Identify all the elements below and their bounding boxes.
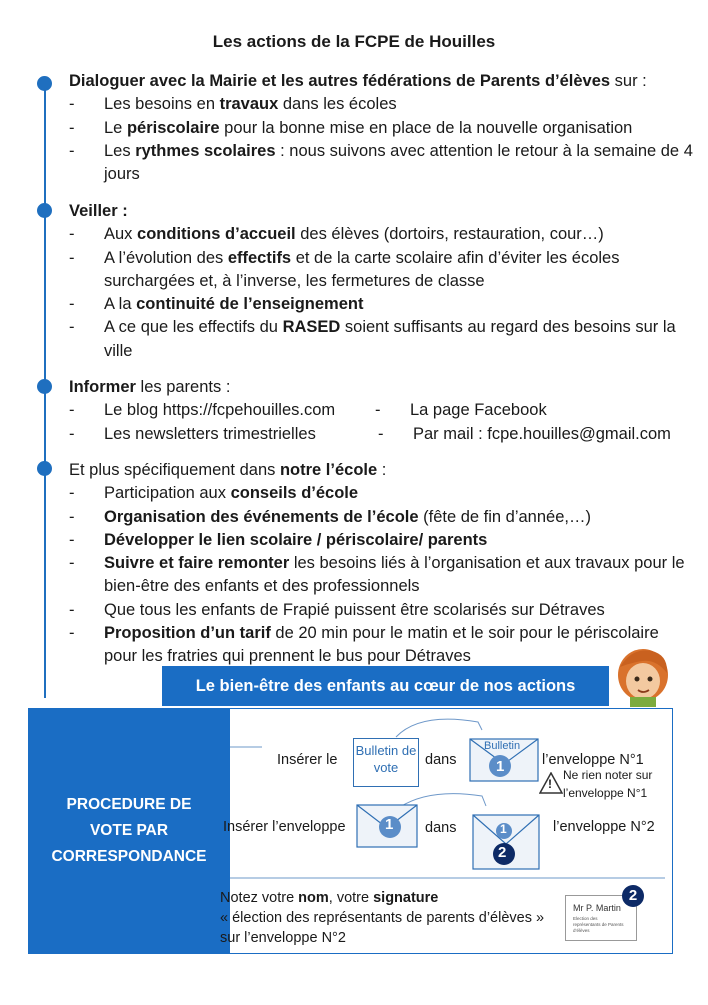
list-item: - Organisation des événements de l’école (fête de fin d’année,…) (69, 506, 694, 529)
warning-mark: ! (548, 777, 552, 791)
section-heading: Dialoguer avec la Mairie et les autres fédérations de Parents d’élèves sur : (69, 72, 647, 90)
list-item-blog: - Le blog https://fcpehouilles.com (69, 399, 694, 422)
section-heading: Et plus spécifiquement dans notre l’école : (69, 461, 387, 479)
ballot-card: Bulletin de vote (353, 738, 419, 787)
list-item: - A la continuité de l’enseignement (69, 293, 694, 316)
envelope2-label: l’enveloppe N°2 (553, 819, 655, 835)
list-item: - Le périscolaire pour la bonne mise en place de la nouvelle organisation (69, 117, 694, 140)
envelope-ballot-label: Bulletin (484, 740, 521, 752)
list-item: - Participation aux conseils d’école (69, 482, 694, 505)
page-title: Les actions de la FCPE de Houilles (212, 32, 496, 51)
envelope-number-2-badge: 2 (622, 885, 644, 907)
sample-text: Election des représentants de Parents d’élèves (573, 916, 624, 933)
envelope-number-2: 2 (498, 844, 507, 861)
list-item-newsletters: - Les newsletters trimestrielles (69, 423, 694, 446)
step1-dans: dans (425, 752, 457, 768)
envelope-number-1: 1 (496, 758, 505, 775)
list-item: - Suivre et faire remonter les besoins liés à l’organisation et aux travaux pour le bien-être des enfants et des professionnels (69, 552, 694, 599)
envelope1-label: l’enveloppe N°1 (542, 752, 644, 768)
list-item: - Les besoins en travaux dans les écoles (69, 93, 694, 116)
step2-dans: dans (425, 820, 457, 836)
section-heading: Informer les parents : (69, 378, 231, 396)
section-heading: Veiller : (69, 202, 128, 220)
envelope-number-1: 1 (500, 822, 507, 836)
procedure-title-panel: PROCEDURE DE VOTE PAR CORRESPONDANCE (28, 708, 230, 954)
list-item: - A l’évolution des effectifs et de la carte scolaire afin d’éviter les écoles surchargées et, à l’inverse, les fermetures de classe (69, 247, 694, 294)
list-item-mail: - Par mail : fcpe.houilles@gmail.com (378, 423, 671, 446)
envelope-note: Notez votre nom, votre signature « élection des représentants de parents d’élèves » sur l’enveloppe N°2 (220, 890, 545, 946)
list-item: - A ce que les effectifs du RASED soient suffisants au regard des besoins sur la ville (69, 316, 694, 363)
envelope-number-1: 1 (385, 816, 394, 833)
list-item: - Proposition d’un tarif de 20 min pour le matin et le soir pour le périscolaire pour les fratries qui prennent le bus pour Détraves (69, 622, 694, 669)
list-item: - Développer le lien scolaire / périscolaire/ parents (69, 529, 694, 552)
warning-text: Ne rien noter sur l’enveloppe N°1 (563, 768, 653, 800)
list-item-facebook: - La page Facebook (375, 399, 547, 422)
step2-label: Insérer l’enveloppe (223, 819, 346, 835)
list-item: - Les rythmes scolaires : nous suivons avec attention le retour à la semaine de 4 jours (69, 140, 694, 187)
step1-label: Insérer le (277, 752, 338, 768)
list-item: - Aux conditions d’accueil des élèves (dortoirs, restauration, cour…) (69, 223, 694, 246)
banner: Le bien-être des enfants au cœur de nos actions (162, 666, 609, 706)
sample-name: Mr P. Martin (573, 903, 621, 913)
list-item: - Que tous les enfants de Frapié puissent être scolarisés sur Détraves (69, 599, 694, 622)
